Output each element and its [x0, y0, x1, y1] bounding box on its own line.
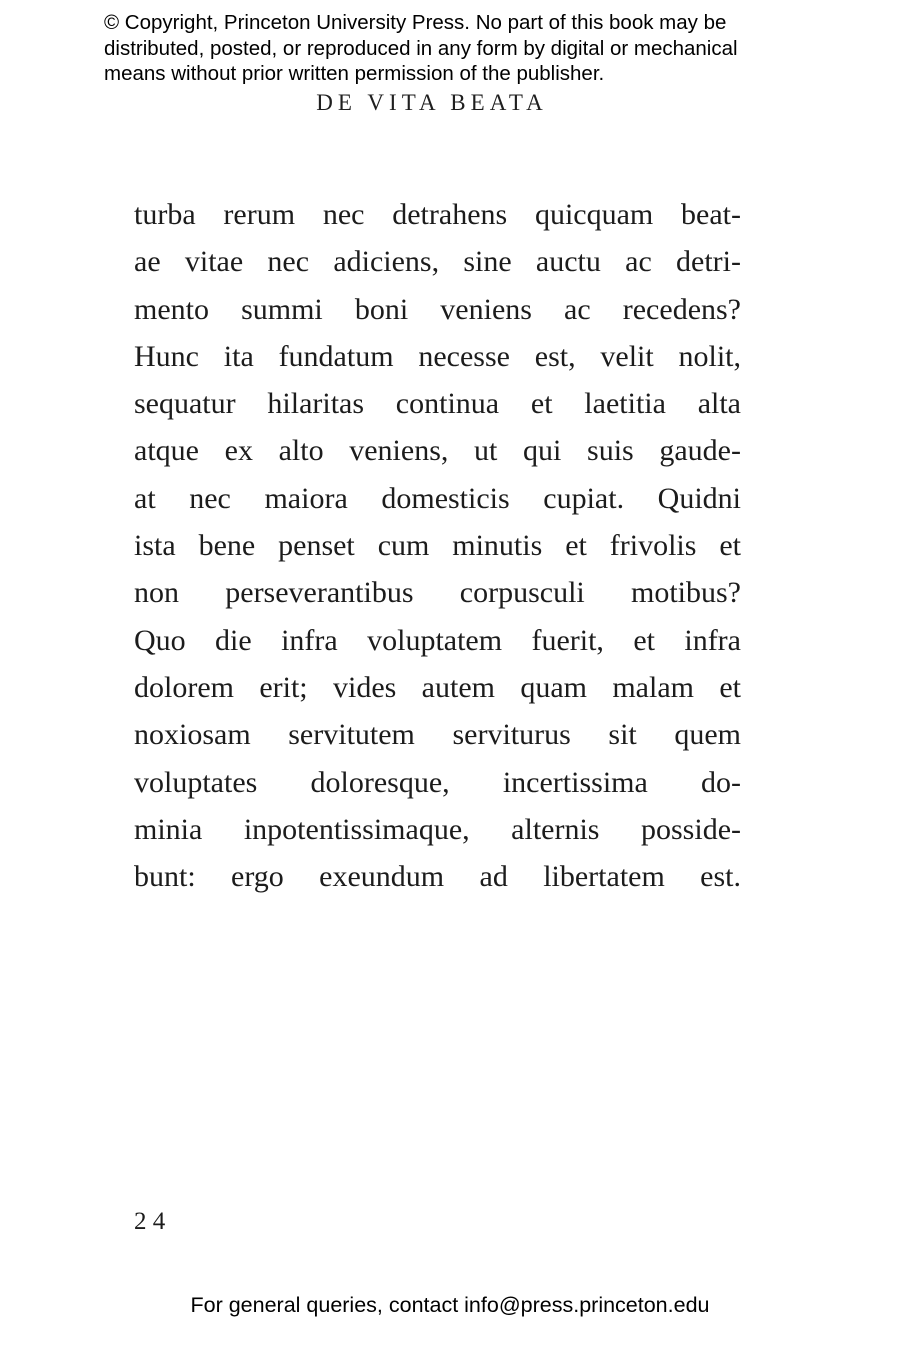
copyright-line: distributed, posted, or reproduced in any form by digital or mechanical	[104, 36, 738, 60]
body-line: ae vitae nec adiciens, sine auctu ac detri-	[134, 245, 741, 279]
page-number: 24	[134, 1208, 172, 1235]
running-head-title: DE VITA BEATA	[316, 90, 548, 115]
body-line: ista bene penset cum minutis et frivolis et	[134, 529, 741, 563]
footer-queries-text: For general queries, contact info@press.princeton.edu	[190, 1293, 710, 1317]
copyright-line: © Copyright, Princeton University Press. No part of this book may be	[104, 11, 727, 34]
body-line: noxiosam servitutem serviturus sit quem	[134, 718, 741, 752]
body-line: dolorem erit; vides autem quam malam et	[134, 670, 741, 704]
copyright-notice	[104, 10, 804, 87]
body-line: Quo die infra voluptatem fuerit, et infra	[134, 623, 741, 657]
body-line: non perseverantibus corpusculi motibus?	[134, 576, 741, 610]
copyright-line: means without prior written permission of the publisher.	[104, 62, 605, 85]
body-line: voluptates doloresque, incertissima do-	[134, 765, 741, 799]
body-line: mento summi boni veniens ac recedens?	[134, 292, 741, 326]
body-text-block	[134, 191, 741, 900]
body-line: sequatur hilaritas continua et laetitia alta	[134, 387, 741, 421]
body-line: minia inpotentissimaque, alternis posside-	[134, 812, 741, 846]
body-line: turba rerum nec detrahens quicquam beat-	[134, 198, 741, 231]
body-line: bunt: ergo exeundum ad libertatem est.	[134, 860, 741, 894]
body-line: Hunc ita fundatum necesse est, velit nolit,	[134, 339, 741, 373]
body-line: at nec maiora domesticis cupiat. Quidni	[134, 481, 741, 515]
body-line: atque ex alto veniens, ut qui suis gaude-	[134, 434, 741, 468]
